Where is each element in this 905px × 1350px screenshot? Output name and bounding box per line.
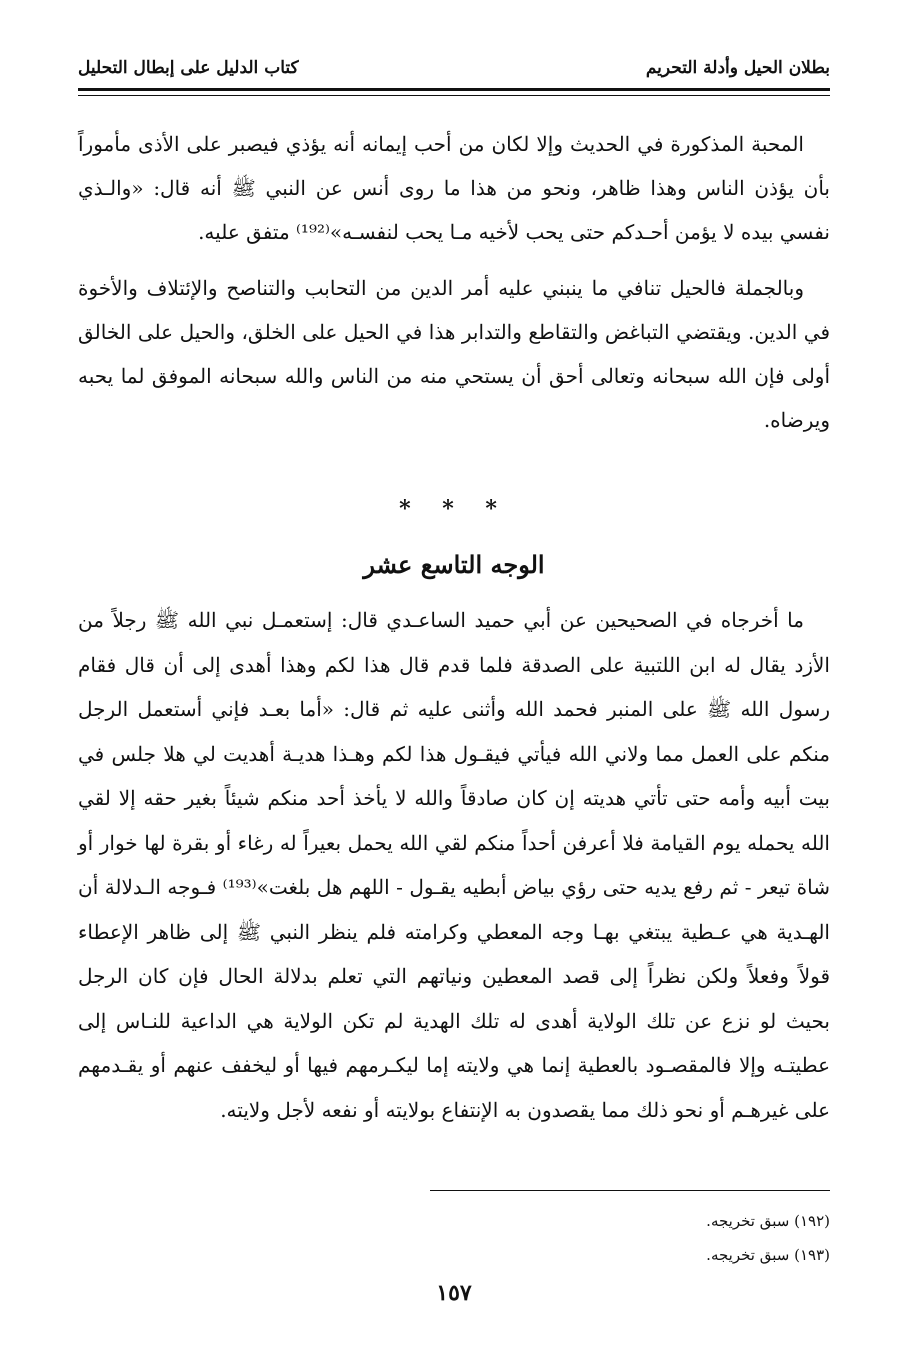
footnotes — [430, 1204, 830, 1272]
header-rule-thin — [78, 95, 830, 96]
running-header — [78, 58, 830, 88]
footnote-rule — [430, 1190, 830, 1191]
section-separator: * * * — [399, 496, 509, 522]
header-book-title: كتاب الدليل على إبطال التحليل — [78, 58, 299, 78]
main-text-bottom — [78, 598, 830, 1132]
header-section-title: بطلان الحيل وأدلة التحريم — [645, 58, 830, 78]
paragraph-2: وبالجملة فالحيل تنافي ما ينبني عليه أمر الدين من التحابب والتناصح والإئتلاف والأخوة في الدين. ويقتضي التباغض والتقاطع والتدابر هذا في الحيل على الخلق، والحيل على الخالق أولى فإن الله سبحانه وتعالى أحق أن يستحي منه من الناس والله سبحانه الموفق لما يحبه ويرضاه. — [78, 276, 831, 432]
main-text-top — [78, 122, 830, 442]
page-number: ١٥٧ — [436, 1280, 472, 1306]
paragraph-3: ما أخرجاه في الصحيحين عن أبي حميد الساعـدي قال: إستعمـل نبي الله ﷺ رجلاً من الأزد يقال له ابن اللتبية على الصدقة فلما قدم قال هذا لكم وهذا أهدى إلى أن قال فقام رسول الله ﷺ على المنبر فحمد الله وأثنى عليه ثم قال: «أما بعـد فإني أستعمل الرجل منكم على العمل مما ولاني الله فيأتي فيقـول هذا لكم وهـذا هديـة أهديت لي هلا جلس في بيت أبيه وأمه حتى تأتي هديته إن كان صادقاً والله لا يأخذ أحد منكم شيئاً بغير حقه إلا لقي الله يحمله يوم القيامة فلا أعرفن أحداً منكم لقي الله يحمل بعيراً له رغاء أو بقرة لها خوار أو شاة تيعر - ثم رفع يديه حتى رؤي بياض أبطيه يقـول - اللهم هل بلغت»⁽¹⁹³⁾ فـوجه الـدلالة أن الهـدية هي عـطية يبتغي بهـا وجه المعطي وكرامته فلم ينظر النبي ﷺ إلى ظاهر الإعطاء قولاً وفعلاً ولكن نظراً إلى قصد المعطين ونياتهم التي تعلم بدلالة الحال فإن كان الرجل بحيث لو نزع عن تلك الولاية أهدى له تلك الهدية لم تكن الولاية هي الداعية للنـاس إلى عطيتـه وإلا فالمقصـود بالعطية إنما هي ولايته إما ليكـرمهم فيها أو ليخفف عنهم أو يقـدمهم على غيرهـم أو نحو ذلك مما يقصدون به الإنتفاع بولايته أو نفعه لأجل ولايته. — [78, 608, 831, 1122]
header-rule-thick — [78, 88, 830, 91]
footnote-192: (١٩٢) سبق تخريجه. — [706, 1212, 830, 1230]
footnote-193: (١٩٣) سبق تخريجه. — [706, 1246, 830, 1264]
paragraph-1: المحبة المذكورة في الحديث وإلا لكان من أحب إيمانه أنه يؤذي فيصبر على الأذى مأموراً بأن يؤذن الناس وهذا ظاهر، ونحو من هذا ما روى أنس عن النبي ﷺ أنه قال: «والـذي نفسي بيده لا يؤمن أحـدكم حتى يحب لأخيه مـا يحب لنفسـه»⁽¹⁹²⁾ متفق عليه. — [78, 132, 830, 244]
section-heading: الوجه التاسع عشر — [363, 550, 545, 579]
